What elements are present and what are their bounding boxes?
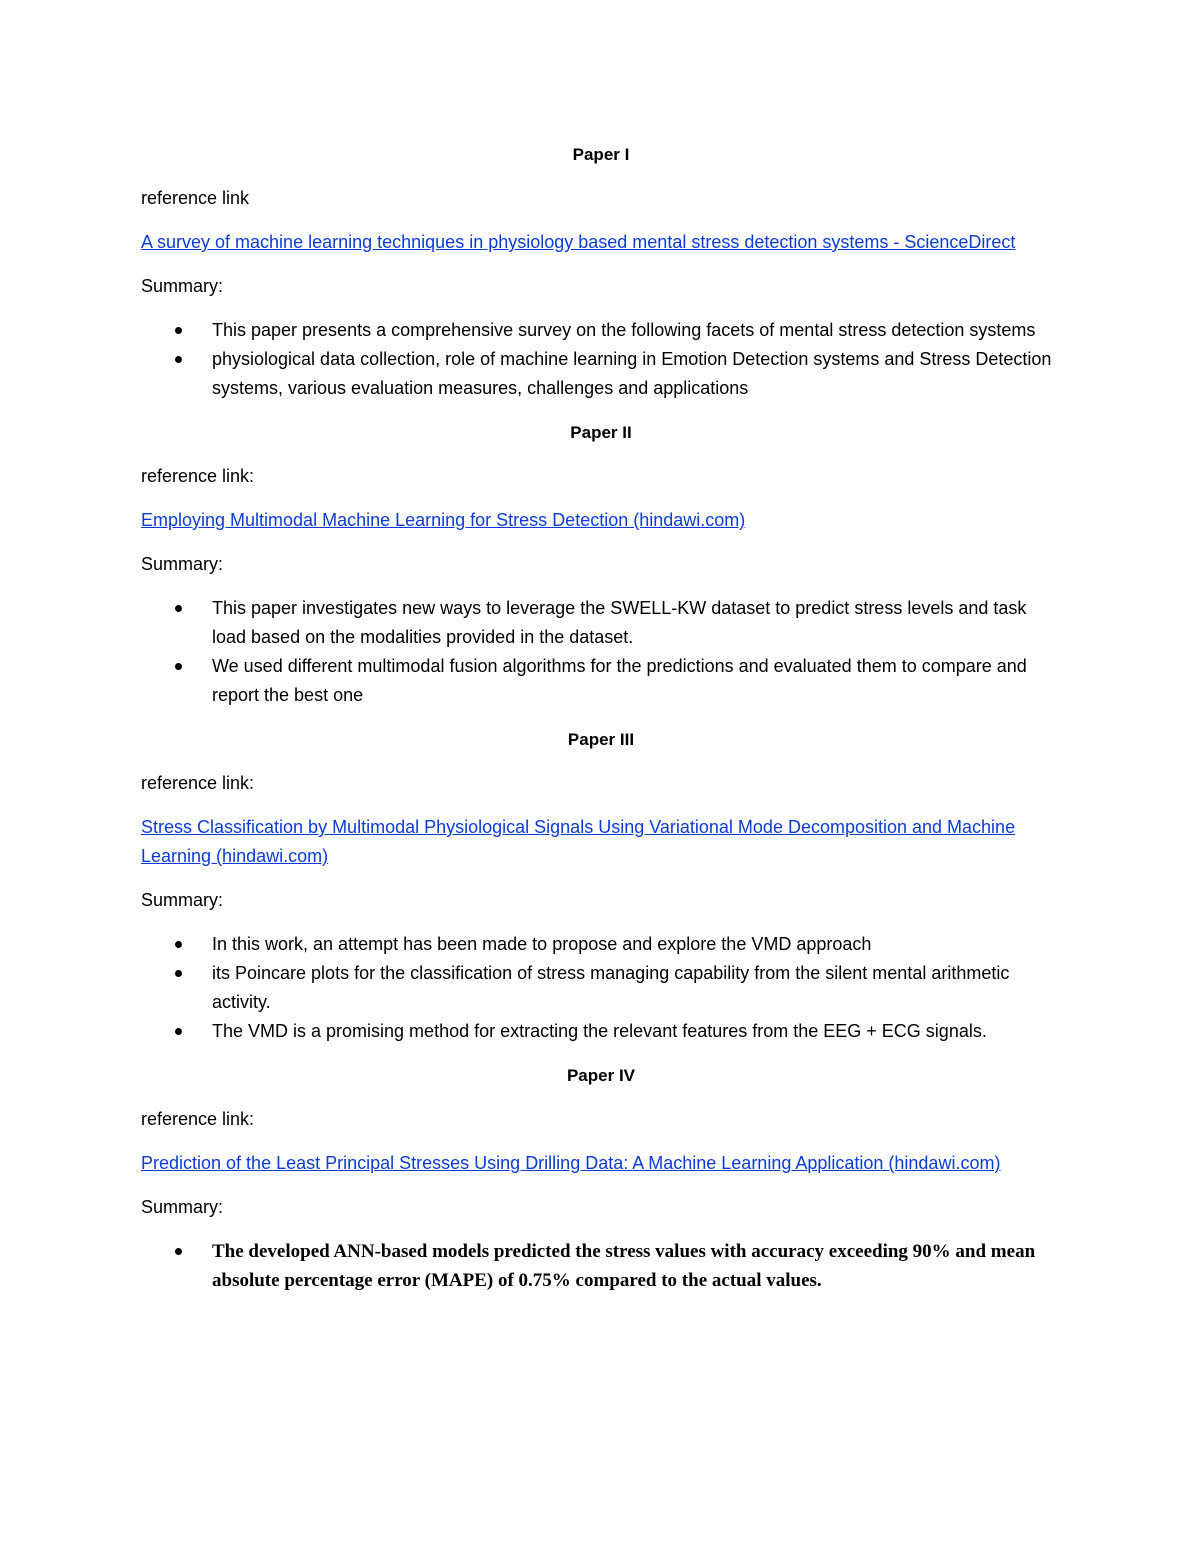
paper-title: Paper II	[570, 423, 632, 442]
bullet-icon	[175, 1248, 182, 1255]
summary-list	[141, 594, 1061, 710]
bullet-icon	[175, 970, 182, 977]
bullet-icon	[175, 605, 182, 612]
bullet-text: physiological data collection, role of machine learning in Emotion Detection systems and Stress Detection systems, various evaluation measures, challenges and applications	[212, 349, 1052, 398]
list-item	[141, 594, 1061, 652]
summary-label: Summary:	[141, 1197, 224, 1217]
document-page	[141, 140, 1061, 1310]
list-item	[141, 1017, 1061, 1046]
summary-list	[141, 316, 1061, 403]
list-item	[141, 1237, 1061, 1295]
bullet-icon	[175, 1028, 182, 1035]
list-item	[141, 959, 1061, 1017]
reference-link[interactable]: Employing Multimodal Machine Learning for Stress Detection (hindawi.com)	[141, 510, 746, 530]
bullet-text: The developed ANN-based models predicted the stress values with accuracy exceeding 90% and mean absolute percentage error (MAPE) of 0.75% compared to the actual values.	[212, 1241, 1036, 1291]
list-item	[141, 316, 1061, 345]
summary-list	[141, 1237, 1061, 1295]
reference-link[interactable]: Stress Classification by Multimodal Physiological Signals Using Variational Mode Decomposition and Machine Learning (hindawi.com)	[141, 817, 1016, 866]
paper-section-2	[141, 418, 1061, 710]
bullet-icon	[175, 663, 182, 670]
list-item	[141, 345, 1061, 403]
reference-label: reference link:	[141, 466, 255, 486]
reference-link[interactable]: A survey of machine learning techniques in physiology based mental stress detection systems - ScienceDirect	[141, 232, 1016, 252]
bullet-icon	[175, 356, 182, 363]
bullet-text: This paper investigates new ways to leverage the SWELL-KW dataset to predict stress levels and task load based on the modalities provided in the dataset.	[212, 598, 1027, 647]
bullet-text: This paper presents a comprehensive survey on the following facets of mental stress detection systems	[212, 320, 1036, 340]
paper-section-1	[141, 140, 1061, 403]
summary-label: Summary:	[141, 890, 224, 910]
paper-title: Paper IV	[566, 1066, 636, 1085]
list-item	[141, 652, 1061, 710]
reference-label: reference link:	[141, 1109, 255, 1129]
paper-section-4	[141, 1061, 1061, 1295]
summary-list	[141, 930, 1061, 1046]
summary-label: Summary:	[141, 276, 224, 296]
bullet-text: We used different multimodal fusion algorithms for the predictions and evaluated them to compare and report the best one	[212, 656, 1027, 705]
list-item	[141, 930, 1061, 959]
reference-label: reference link:	[141, 773, 255, 793]
summary-label: Summary:	[141, 554, 224, 574]
paper-title: Paper I	[572, 145, 630, 164]
bullet-icon	[175, 327, 182, 334]
bullet-text: The VMD is a promising method for extracting the relevant features from the EEG + ECG signals.	[212, 1021, 987, 1041]
paper-title: Paper III	[567, 730, 635, 749]
reference-label: reference link	[141, 188, 250, 208]
bullet-text: In this work, an attempt has been made to propose and explore the VMD approach	[212, 934, 872, 954]
reference-link[interactable]: Prediction of the Least Principal Stresses Using Drilling Data: A Machine Learning Application (hindawi.com)	[141, 1153, 1001, 1173]
bullet-icon	[175, 941, 182, 948]
bullet-text: its Poincare plots for the classification of stress managing capability from the silent mental arithmetic activity.	[212, 963, 1010, 1012]
paper-section-3	[141, 725, 1061, 1046]
